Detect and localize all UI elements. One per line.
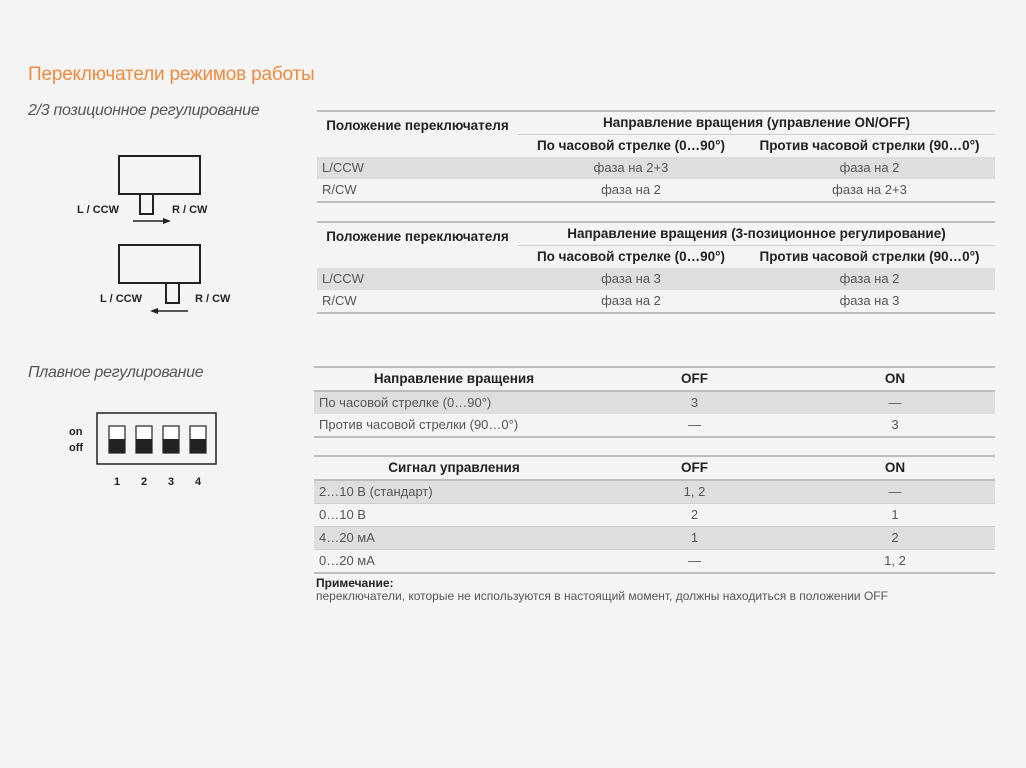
- cell-cw: фаза на 2: [518, 290, 744, 313]
- dip-switch-diagram: [60, 405, 240, 495]
- table-header-row: [317, 111, 995, 135]
- table-row: [314, 504, 995, 527]
- cell-cw: фаза на 2+3: [518, 157, 744, 179]
- footnote: [316, 577, 888, 603]
- dip-switch-1: [109, 426, 125, 453]
- col-off-header: OFF: [594, 367, 795, 391]
- table-row: [317, 157, 995, 179]
- cell-cw: фаза на 2: [518, 179, 744, 202]
- table-row: [317, 268, 995, 290]
- cell-ccw: фаза на 2+3: [744, 179, 995, 202]
- switch1-right-label: R / CW: [172, 204, 208, 216]
- onoff-direction-table: [317, 110, 995, 203]
- cell-off: —: [594, 550, 795, 574]
- dip-switch-3: [163, 426, 179, 453]
- table-header-row: [317, 222, 995, 246]
- col-on-header: ON: [795, 367, 995, 391]
- col-on-header: ON: [795, 456, 995, 480]
- cell-ccw: фаза на 2: [744, 268, 995, 290]
- cell-direction: По часовой стрелке (0…90°): [314, 391, 594, 414]
- col-direction-header: Направление вращения: [314, 367, 594, 391]
- dip-off-label: off: [69, 442, 84, 454]
- dip-number-2: 2: [140, 476, 148, 488]
- cell-signal: 2…10 В (стандарт): [314, 480, 594, 504]
- note-label: Примечание:: [316, 576, 394, 590]
- table-row: [317, 179, 995, 202]
- three-position-table: [317, 221, 995, 314]
- table-row: [314, 391, 995, 414]
- col-position-header: Положение переключателя: [317, 222, 518, 268]
- switch-diagram-1: [60, 150, 260, 230]
- switch2-left-label: L / CCW: [100, 293, 142, 305]
- page-title: Переключатели режимов работы: [28, 64, 315, 85]
- table-row: [317, 290, 995, 313]
- dip-number-1: 1: [113, 476, 121, 488]
- cell-ccw: фаза на 2: [744, 157, 995, 179]
- cell-signal: 4…20 мА: [314, 527, 594, 550]
- note-text: переключатели, которые не используются в настоящий момент, должны находиться в положении OFF: [316, 589, 888, 603]
- dip-switch-4: [190, 426, 206, 453]
- cell-on: 3: [795, 414, 995, 437]
- table-row: [314, 527, 995, 550]
- cell-ccw: фаза на 3: [744, 290, 995, 313]
- cell-on: —: [795, 480, 995, 504]
- section-title-smooth: Плавное регулирование: [28, 364, 204, 381]
- table-row: [314, 550, 995, 574]
- col-ccw-header: Против часовой стрелки (90…0°): [744, 246, 995, 269]
- col-signal-header: Сигнал управления: [314, 456, 594, 480]
- dip-number-4: 4: [194, 476, 202, 488]
- table-row: [314, 414, 995, 437]
- col-cw-header: По часовой стрелке (0…90°): [518, 246, 744, 269]
- cell-signal: 0…10 В: [319, 507, 366, 522]
- cell-off: 1: [594, 527, 795, 550]
- cell-off: 2: [690, 507, 699, 522]
- cell-signal: 0…20 мА: [314, 550, 594, 574]
- control-signal-table: [314, 455, 995, 574]
- cell-position: R/CW: [317, 290, 518, 313]
- cell-direction: Против часовой стрелки (90…0°): [314, 414, 594, 437]
- cell-off: 1, 2: [594, 480, 795, 504]
- cell-position: L/CCW: [317, 268, 518, 290]
- col-group-header: Направление вращения (3-позиционное регулирование): [518, 222, 995, 246]
- col-group-header: Направление вращения (управление ON/OFF): [518, 111, 995, 135]
- table-header-row: [314, 367, 995, 391]
- cell-position: L/CCW: [317, 157, 518, 179]
- cell-cw: фаза на 3: [518, 268, 744, 290]
- cell-on: 2: [795, 527, 995, 550]
- switch2-right-label: R / CW: [195, 293, 231, 305]
- cell-off: —: [594, 414, 795, 437]
- col-cw-header: По часовой стрелке (0…90°): [518, 135, 744, 158]
- dip-number-3: 3: [167, 476, 175, 488]
- table-row: [314, 480, 995, 504]
- table-header-row: [314, 456, 995, 480]
- smooth-direction-table: [314, 366, 995, 438]
- col-ccw-header: Против часовой стрелки (90…0°): [744, 135, 995, 158]
- col-position-header: Положение переключателя: [317, 111, 518, 157]
- cell-position: R/CW: [317, 179, 518, 202]
- col-off-header: OFF: [594, 456, 795, 480]
- cell-on: —: [795, 391, 995, 414]
- dip-on-label: on: [69, 426, 83, 438]
- section-title-positional: 2/3 позиционное регулирование: [28, 102, 260, 119]
- switch-diagram-2: [60, 240, 260, 320]
- switch1-left-label: L / CCW: [77, 204, 119, 216]
- cell-off: 3: [594, 391, 795, 414]
- dip-switch-2: [136, 426, 152, 453]
- cell-on: 1: [891, 507, 899, 522]
- cell-on: 1, 2: [795, 550, 995, 574]
